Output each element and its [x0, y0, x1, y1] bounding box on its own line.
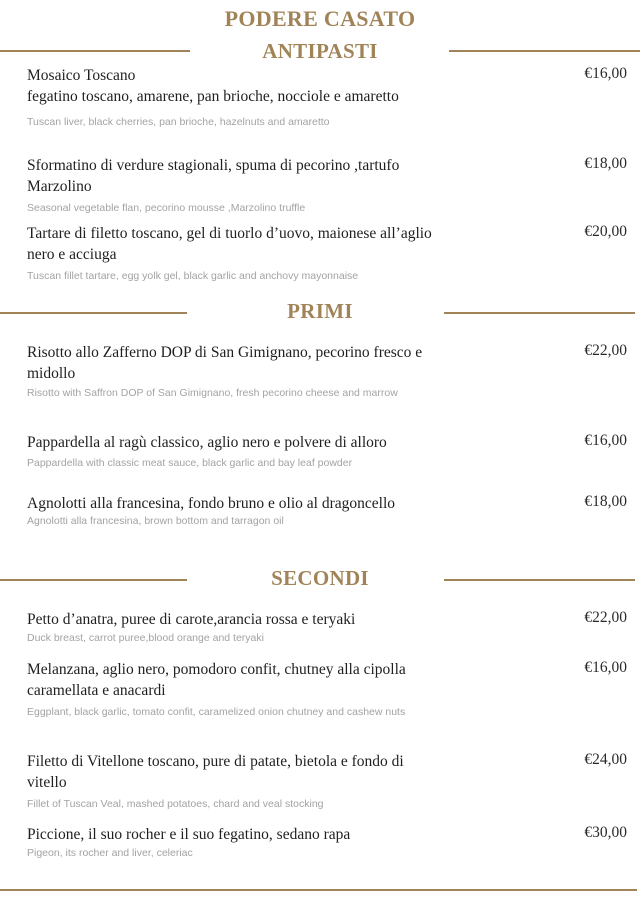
section-title-secondi: SECONDI — [271, 566, 369, 590]
section-title-primi: PRIMI — [287, 299, 353, 323]
item-name: Petto d’anatra, puree di carote,arancia rossa e teryaki — [27, 611, 356, 628]
item-price: €22,00 — [584, 609, 627, 626]
item-description: Eggplant, black garlic, tomato confit, caramelized onion chutney and cashew nuts — [27, 706, 406, 718]
item-description: Agnolotti alla francesina, brown bottom and tarragon oil — [27, 515, 284, 527]
menu-item — [27, 493, 627, 529]
item-price: €22,00 — [584, 342, 627, 359]
menu-item — [27, 751, 627, 812]
item-name: Risotto allo Zafferno DOP di San Gimignano, pecorino fresco e midollo — [27, 344, 423, 382]
item-description: Tuscan fillet tartare, egg yolk gel, black garlic and anchovy mayonnaise — [27, 270, 359, 282]
item-description: Duck breast, carrot puree,blood orange and teryaki — [27, 632, 264, 644]
menu-item — [27, 824, 627, 861]
item-description: Tuscan liver, black cherries, pan brioche, hazelnuts and amaretto — [27, 116, 330, 128]
item-description: Pigeon, its rocher and liver, celeriac — [27, 847, 193, 859]
item-description: Fillet of Tuscan Veal, mashed potatoes, chard and veal stocking — [27, 798, 324, 810]
item-description: Pappardella with classic meat sauce, black garlic and bay leaf powder — [27, 457, 353, 469]
menu-item — [27, 155, 627, 216]
item-price: €18,00 — [584, 493, 627, 510]
item-price: €16,00 — [584, 432, 627, 449]
footer-rule — [0, 889, 637, 891]
item-price: €18,00 — [584, 155, 627, 172]
menu-item — [27, 659, 627, 720]
restaurant-name: PODERE CASATO — [224, 6, 416, 31]
menu-item — [27, 342, 627, 401]
item-price: €16,00 — [584, 65, 627, 82]
item-name: Mosaico Toscano fegatino toscano, amarene, pan brioche, nocciole e amaretto — [27, 67, 399, 105]
item-name: Sformatino di verdure stagionali, spuma di pecorino ,tartufo Marzolino — [27, 157, 400, 195]
item-description: Risotto with Saffron DOP of San Gimignano, fresh pecorino cheese and marrow — [27, 387, 398, 399]
menu-item — [27, 609, 627, 646]
item-name: Tartare di filetto toscano, gel di tuorlo d’uovo, maionese all’aglio nero e acciuga — [27, 225, 432, 263]
menu-item — [27, 223, 627, 284]
item-name: Piccione, il suo rocher e il suo fegatino, sedano rapa — [27, 826, 351, 843]
item-price: €16,00 — [584, 659, 627, 676]
item-name: Melanzana, aglio nero, pomodoro confit, chutney alla cipolla caramellata e anacardi — [27, 661, 406, 699]
section-title-antipasti: ANTIPASTI — [262, 39, 378, 63]
item-name: Pappardella al ragù classico, aglio nero e polvere di alloro — [27, 434, 387, 451]
menu-item — [27, 65, 627, 130]
item-description: Seasonal vegetable flan, pecorino mousse ,Marzolino truffle — [27, 202, 306, 214]
menu-item — [27, 432, 627, 471]
item-name: Filetto di Vitellone toscano, pure di patate, bietola e fondo di vitello — [27, 753, 404, 791]
item-price: €24,00 — [584, 751, 627, 768]
item-name: Agnolotti alla francesina, fondo bruno e olio al dragoncello — [27, 495, 396, 512]
item-price: €20,00 — [584, 223, 627, 240]
item-price: €30,00 — [584, 824, 627, 841]
